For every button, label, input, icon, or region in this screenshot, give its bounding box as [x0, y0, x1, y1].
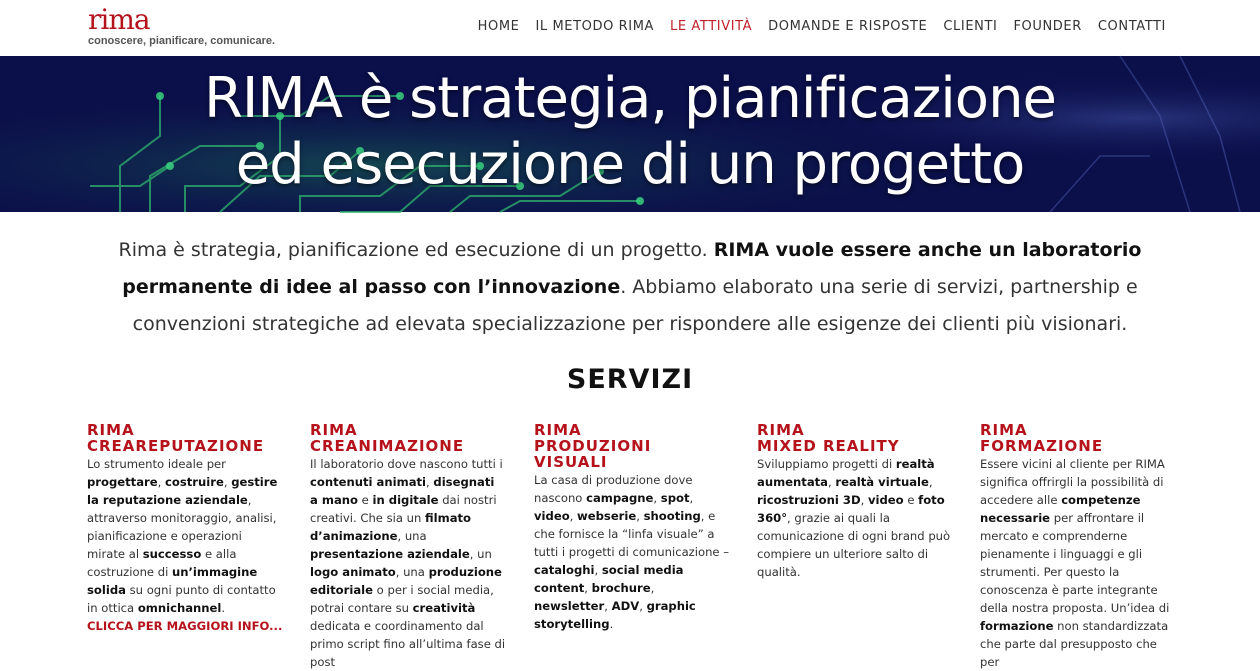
service-description-bold: produzione editoriale: [310, 565, 502, 597]
hero-headline: [0, 66, 1260, 198]
nav-home[interactable]: HOME: [477, 19, 520, 34]
service-description-text: , grazie ai quali la comunicazione di ogni brand può compiere un ulteriore salto di qualità.: [757, 511, 951, 579]
service-description-text: su ogni punto di contatto in ottica: [87, 583, 276, 615]
intro-text-2: . Abbiamo elaborato una serie di servizi, partnership e convenzioni strategiche ad elevata specializzazione per rispondere alle esigenze dei clienti più visionari.: [132, 276, 1138, 335]
logo-wordmark: rima: [88, 3, 150, 36]
service-description-bold: brochure: [591, 581, 651, 595]
service-creanimazione: [310, 422, 506, 671]
service-description-text: Sviluppiamo progetti di: [757, 457, 896, 471]
nav-clienti[interactable]: CLIENTI: [943, 19, 998, 34]
service-description-bold: video: [867, 493, 904, 507]
service-description-bold: creatività: [412, 601, 476, 615]
service-title: [757, 422, 953, 454]
service-title: [980, 422, 1176, 454]
service-description-text: ,: [650, 581, 655, 595]
service-description-text: ,: [653, 491, 661, 505]
service-description-text: ,: [426, 475, 434, 489]
service-description-bold: filmato d’animazione: [310, 511, 472, 543]
hero-headline-line-2: ed esecuzione di un progetto: [235, 132, 1025, 197]
service-description-text: ,: [584, 581, 592, 595]
service-description-bold: logo animato: [310, 565, 396, 579]
service-title: [534, 422, 730, 470]
service-description: [310, 455, 506, 671]
service-description-bold: competenze necessarie: [980, 493, 1141, 525]
nav-domande-e-risposte[interactable]: DOMANDE E RISPOSTE: [768, 19, 928, 34]
service-title-line: RIMA: [757, 421, 805, 439]
service-description-text: .: [221, 601, 226, 615]
service-title-line: PRODUZIONI: [534, 437, 652, 455]
service-description-text: , una: [395, 565, 429, 579]
service-description-text: Lo strumento ideale per: [87, 457, 226, 471]
service-description-bold: formazione: [980, 619, 1054, 633]
service-description-text: , e che fornisce la “linfa visuale” a tutti i progetti di comunicazione –: [534, 509, 730, 559]
service-description-text: ,: [689, 491, 694, 505]
service-description-text: o per i social media, potrai contare su: [310, 583, 494, 615]
service-description-text: ,: [928, 475, 933, 489]
service-produzioni-visuali: [534, 422, 730, 633]
service-description-bold: gestire la reputazione aziendale: [87, 475, 278, 507]
service-title-line: RIMA: [534, 421, 582, 439]
nav-il-metodo-rima[interactable]: IL METODO RIMA: [535, 19, 655, 34]
service-description-bold: in digitale: [372, 493, 439, 507]
service-title-line: MIXED REALITY: [757, 437, 900, 455]
service-title-line: RIMA: [310, 421, 358, 439]
service-description: [87, 455, 283, 617]
nav-le-attivita[interactable]: LE ATTIVITÀ: [670, 19, 753, 34]
service-description: [757, 455, 953, 581]
service-title-line: FORMAZIONE: [980, 437, 1104, 455]
service-more-info-link[interactable]: CLICCA PER MAGGIORI INFO...: [87, 619, 283, 633]
service-title-line: RIMA: [87, 421, 135, 439]
intro-text-1: Rima è strategia, pianificazione ed esecuzione di un progetto.: [118, 239, 714, 261]
service-description-text: per affrontare il mercato e comprenderne pienamente i linguaggi e gli strumenti. Per questo la conoscenza è parte integrante della nostra proposta. Un’idea di: [980, 511, 1170, 615]
service-description-text: ,: [639, 599, 647, 613]
service-description-bold: un’immagine solida: [87, 565, 258, 597]
service-description-text: dai nostri creativi. Che sia un: [310, 493, 497, 525]
service-description-bold: disegnati a mano: [310, 475, 495, 507]
services-section-title: SERVIZI: [566, 364, 694, 395]
service-description-text: ,: [604, 599, 612, 613]
service-description-bold: social media content: [534, 563, 684, 595]
service-description: [534, 471, 730, 633]
service-description-bold: foto 360°: [757, 493, 945, 525]
service-description-text: ,: [569, 509, 578, 523]
service-description-text: ,: [594, 563, 602, 577]
service-description-text: , una: [397, 529, 427, 543]
service-description-bold: cataloghi: [534, 563, 595, 577]
service-description-text: ,: [636, 509, 644, 523]
service-title-line: CREAREPUTAZIONE: [87, 437, 265, 455]
service-title-line: VISUALI: [534, 453, 608, 471]
service-description-text: .: [609, 617, 614, 631]
nav-founder[interactable]: FOUNDER: [1013, 19, 1082, 34]
service-mixed-reality: [757, 422, 953, 581]
service-description-bold: contenuti animati: [310, 475, 427, 489]
service-description-text: dedicata e coordinamento dal primo script fino all’ultima fase di post: [310, 619, 506, 669]
service-description-bold: newsletter: [534, 599, 605, 613]
service-description-text: ,: [157, 475, 166, 489]
service-description-text: Essere vicini al cliente per RIMA significa offrirgli la possibilità di accedere alle: [980, 457, 1165, 507]
service-creareputazione: [87, 422, 283, 635]
site-logo[interactable]: [88, 3, 276, 47]
service-title: [310, 422, 506, 454]
service-description-text: La casa di produzione dove nascono: [534, 473, 693, 505]
service-description-bold: shooting: [643, 509, 701, 523]
service-description-bold: progettare: [87, 475, 158, 489]
main-nav: [478, 19, 1166, 34]
service-description-bold: graphic storytelling: [534, 599, 696, 631]
nav-contatti[interactable]: CONTATTI: [1097, 19, 1166, 34]
service-description-bold: ADV: [611, 599, 640, 613]
service-description-bold: costruire: [165, 475, 224, 489]
service-description-bold: spot: [660, 491, 690, 505]
service-description-bold: realtà aumentata: [757, 457, 935, 489]
intro-paragraph: [90, 232, 1170, 343]
service-description-text: , attraverso monitoraggio, analisi, pianificazione e operazioni mirate al: [87, 493, 277, 561]
service-description-bold: realtà virtuale: [835, 475, 929, 489]
service-description-text: Il laboratorio dove nascono tutti i: [310, 457, 503, 471]
service-description-bold: omnichannel: [137, 601, 222, 615]
service-description-text: , un: [469, 547, 492, 561]
service-description-text: e: [357, 493, 373, 507]
service-description-text: e alla costruzione di: [87, 547, 237, 579]
service-description-text: ,: [223, 475, 232, 489]
hero-headline-line-1: RIMA è strategia, pianificazione: [203, 66, 1057, 131]
service-description-bold: video: [534, 509, 570, 523]
service-description-bold: campagne: [586, 491, 654, 505]
service-description-text: ,: [828, 475, 836, 489]
service-description-text: non standardizzata che parte dal presupposto che per: [980, 619, 1169, 669]
hero-banner: [0, 56, 1260, 212]
service-description-bold: presentazione aziendale: [310, 547, 470, 561]
services-grid: [87, 421, 1187, 669]
service-formazione: [980, 422, 1176, 671]
site-header: [0, 0, 1260, 56]
service-description-text: e: [903, 493, 919, 507]
service-description-text: ,: [860, 493, 868, 507]
service-description-bold: successo: [142, 547, 202, 561]
service-title-line: RIMA: [980, 421, 1028, 439]
service-description-bold: webserie: [577, 509, 637, 523]
intro-text-bold: RIMA vuole essere anche un laboratorio permanente di idee al passo con l’innovazione: [122, 239, 1142, 298]
service-title-line: CREANIMAZIONE: [310, 437, 465, 455]
service-description: [980, 455, 1176, 671]
service-description-bold: ricostruzioni 3D: [757, 493, 861, 507]
logo-tagline: conoscere, pianificare, comunicare.: [88, 35, 276, 47]
service-title: [87, 422, 283, 454]
